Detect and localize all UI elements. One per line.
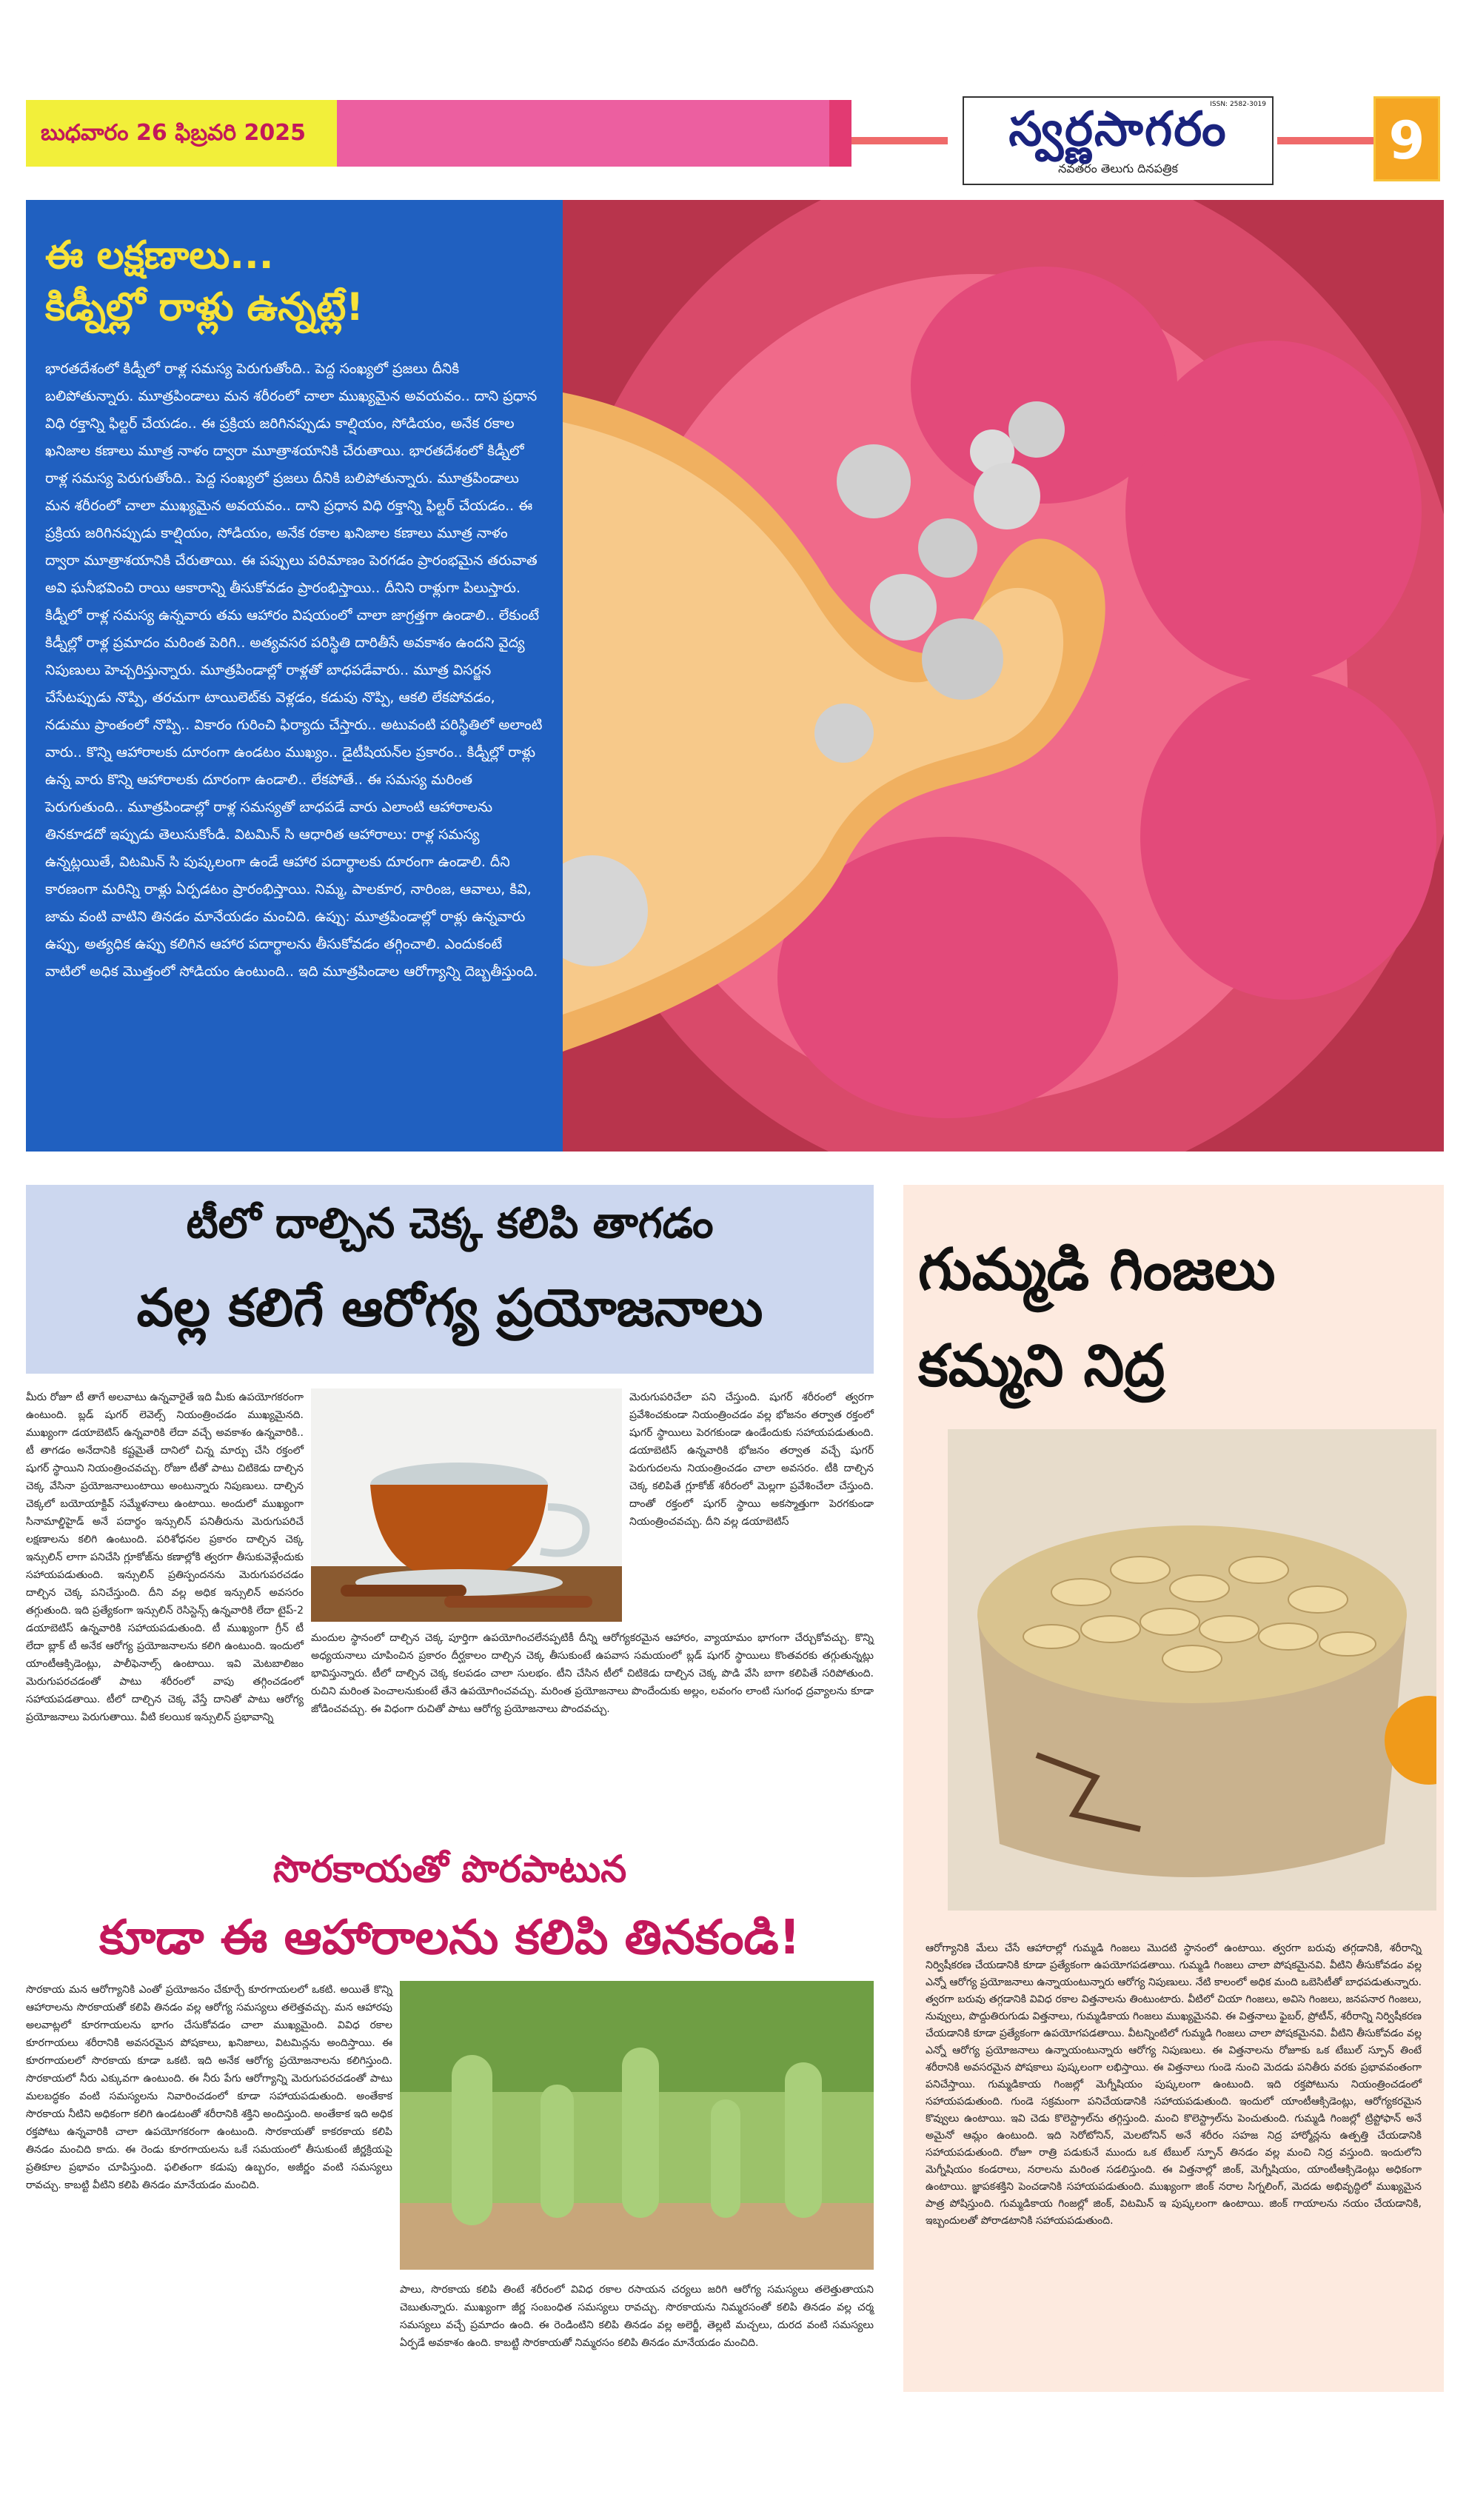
banner-accent: [829, 100, 851, 167]
header-rule-right: [1277, 137, 1373, 144]
date-banner: [26, 100, 851, 167]
kidney-stone-illustration: [563, 200, 1444, 1152]
cinnamon-tea-article: [26, 1185, 874, 1822]
gourd-headline-line1: సొరకాయతో పొరపాటున: [272, 1848, 627, 1891]
tea-column-1: మీరు రోజూ టీ తాగే అలవాటు ఉన్నవారైతే ఇది మీకు ఉపయోగకరంగా ఉంటుంది. బ్లడ్ షుగర్ లెవెల్స్ నియంత్రించడం ముఖ్యమైనది. ముఖ్యంగా డయాబెటిస్ ఉన్నవారికి లేదా వచ్చే అవకాశం ఉన్నవారికి.. టీ తాగడం అనేదానికి కష్టమైతే దానిలో చిన్న మార్పు చేసి రక్తంలో షుగర్ స్థాయిని నియంత్రించవచ్చు. రోజూ టీతో పాటు చిటికెడు దాల్చిన చెక్క వేసినా ప్రయోజనాలుంటాయి అంటున్నారు నిపుణులు. దాల్చిన చెక్కలో బయోయాక్టివ్ సమ్మేళనాలు ఉంటాయి. అందులో ముఖ్యంగా సినామాల్డిహైడ్ అనే పదార్థం ఇన్సులిన్ పనితీరును మెరుగుపరిచే లక్షణాలను కలిగి ఉంటుంది. పరిశోధనల ప్రకారం దాల్చిన చెక్క ఇన్సులిన్ లాగా పనిచేసి గ్లూకోజ్‌ను కణాల్లోకి త్వరగా తీసుకువెళ్లేందుకు సహాయపడుతుంది. ఇన్సులిన్ ప్రతిస్పందనను మెరుగుపరచడం దాల్చిన చెక్క పనిచేస్తుంది. దీని వల్ల అధిక ఇన్సులిన్ అవసరం తగ్గుతుంది. ఇది ప్రత్యేకంగా ఇన్సులిన్ రెసిస్టెన్స్ ఉన్నవారికి లేదా టైప్-2 డయాబెటిస్ ఉన్నవారికి సహాయపడుతుంది. టీ ముఖ్యంగా గ్రీన్ టీ లేదా బ్లాక్ టీ అనేక ఆరోగ్య ప్రయోజనాలను కలిగి ఉంటుంది. ఇందులో యాంటీఆక్సిడెంట్లు, పాలీఫెనాల్స్ ఉంటాయి. ఇవి మెటబాలిజం మెరుగుపరచడంతో పాటు శరీరంలో వాపు తగ్గించడంలో సహాయపడతాయి. టీలో దాల్చిన చెక్క వేస్తే దానితో పాటు ఆరోగ్య ప్రయోజనాలు పెరుగుతాయి. వీటి కలయిక ఇన్సులిన్ ప్రభావాన్ని: [26, 1391, 304, 1723]
kidney-headline-line2: కిడ్నీల్లో రాళ్లు ఉన్నట్లే!: [45, 285, 364, 330]
pumpkin-headline-line2: కమ్మని నిద్ర: [918, 1333, 1165, 1400]
bottle-gourd-photo: [400, 1981, 874, 2270]
page-number: 9: [1373, 96, 1440, 181]
tea-headline-line1: టీలో దాల్చిన చెక్క కలిపి తాగడం: [186, 1200, 714, 1248]
pumpkin-headline-line1: గుమ్మడి గింజలు: [918, 1237, 1276, 1303]
pumpkin-headline: [918, 1222, 1276, 1414]
gourd-column-2: పాలు, సొరకాయ కలిపి తింటే శరీరంలో వివిధ రకాల రసాయన చర్యలు జరిగి ఆరోగ్య సమస్యలు తలెత్తుతాయని చెబుతున్నారు. ముఖ్యంగా జీర్ణ సంబంధిత సమస్యలు రావచ్చు. సొరకాయను నిమ్మరసంతో కలిపి తినడం వల్ల చర్మ సమస్యలు వచ్చే ప్రమాదం ఉంది. ఈ రెండింటిని కలిపి తినడం వల్ల అలెర్జీ, తెల్లటి మచ్చలు, దురద వంటి సమస్యలు ఏర్పడే అవకాశం ఉంది. కాబట్టి సొరకాయతో నిమ్మరసం కలిపి తినడం మానేయడం మంచిది.: [400, 2284, 874, 2349]
kidney-headline: [45, 230, 543, 333]
kidney-article: [26, 200, 1444, 1152]
issn-label: ISSN: 2582-3019: [1210, 101, 1266, 108]
newspaper-tagline: నవతరం తెలుగు దినపత్రిక: [1058, 161, 1178, 176]
issue-date: బుధవారం 26 ఫిబ్రవరి 2025: [26, 100, 337, 167]
bottle-gourd-article: [26, 1836, 874, 2392]
gourd-headline-line2: కూడా ఈ ఆహారాలను కలిపి తినకండి!: [99, 1911, 800, 1965]
newspaper-name: స్వర్ణసాగరం: [1008, 101, 1228, 157]
tea-headline-line2: వల్ల కలిగే ఆరోగ్య ప్రయోజనాలు: [136, 1277, 763, 1338]
pumpkin-seeds-photo: [948, 1429, 1436, 1911]
tea-column-3: మందుల స్థానంలో దాల్చిన చెక్క పూర్తిగా ఉపయోగించలేనప్పటికీ దీన్ని ఆరోగ్యకరమైన ఆహారం, వ్యాయామం భాగంగా చేర్చుకోవచ్చు. కొన్ని అధ్యయనాలు చూపించిన ప్రకారం దీర్ఘకాలం దాల్చిన చెక్క తీసుకుంటే ఉపవాస సమయంలో బ్లడ్ షుగర్ స్థాయిలు కొంతవరకు తగ్గుతున్నట్లు భావిస్తున్నారు. టీలో దాల్చిన చెక్క కలపడం చాలా సులభం. టీని చేసిన టీలో చిటికెడు దాల్చిన చెక్క పొడి వేసి బాగా కలిపితే సరిపోతుంది. రుచిని మరింత పెంచాలనుకుంటే తేనె ఉపయోగించవచ్చు. మరింత ప్రయోజనాలు పొందేందుకు అల్లం, లవంగం లాంటి సుగంధ ద్రవ్యాలను కూడా జోడించవచ్చు. ఈ విధంగా రుచితో పాటు ఆరోగ్య ప్రయోజనాలు పొందవచ్చు.: [311, 1632, 874, 1715]
kidney-text-panel: [26, 200, 563, 1152]
kidney-headline-line1: ఈ లక్షణాలు...: [45, 233, 274, 278]
kidney-body: భారతదేశంలో కిడ్నీలో రాళ్ల సమస్య పెరుగుతోంది.. పెద్ద సంఖ్యలో ప్రజలు దీనికి బలిపోతున్నారు. మూత్రపిండాలు మన శరీరంలో చాలా ముఖ్యమైన అవయవం.. దాని ప్రధాన విధి రక్తాన్ని ఫిల్టర్ చేయడం.. ఈ ప్రక్రియ జరిగినప్పుడు కాల్షియం, సోడియం, అనేక రకాల ఖనిజాల కణాలు మూత్ర నాళం ద్వారా మూత్రాశయానికి చేరుతాయి. భారతదేశంలో కిడ్నీలో రాళ్ల సమస్య పెరుగుతోంది.. పెద్ద సంఖ్యలో ప్రజలు దీనికి బలిపోతున్నారు. మూత్రపిండాలు మన శరీరంలో చాలా ముఖ్యమైన అవయవం.. దాని ప్రధాన విధి రక్తాన్ని ఫిల్టర్ చేయడం.. ఈ ప్రక్రియ జరిగినప్పుడు కాల్షియం, సోడియం, అనేక రకాల ఖనిజాల కణాలు మూత్ర నాళం ద్వారా మూత్రాశయానికి చేరుతాయి. ఈ పప్పులు పరిమాణం పెరగడం ప్రారంభమైన తరువాత అవి ఘనీభవించి రాయి ఆకారాన్ని తీసుకోవడం ప్రారంభిస్తాయి.. దీనిని రాళ్లుగా పిలుస్తారు. కిడ్నీలో రాళ్ల సమస్య ఉన్నవారు తమ ఆహారం విషయంలో చాలా జాగ్రత్తగా ఉండాలి.. లేకుంటే కిడ్నీల్లో రాళ్ల ప్రమాదం మరింత పెరిగి.. అత్యవసర పరిస్థితి దారితీసే అవకాశం ఉందని వైద్య నిపుణులు హెచ్చరిస్తున్నారు. మూత్రపిండాల్లో రాళ్లతో బాధపడేవారు.. మూత్ర విసర్జన చేసేటప్పుడు నొప్పి, తరచుగా టాయిలెట్‌కు వెళ్లడం, కడుపు నొప్పి, ఆకలి లేకపోవడం, నడుము ప్రాంతంలో నొప్పి.. వికారం గురించి ఫిర్యాదు చేస్తారు.. అటువంటి పరిస్థితిలో అలాంటి వారు.. కొన్ని ఆహారాలకు దూరంగా ఉండటం ముఖ్యం.. డైటీషియన్‌ల ప్రకారం.. కిడ్నీల్లో రాళ్లు ఉన్న వారు కొన్ని ఆహారాలకు దూరంగా ఉండాలి.. లేకపోతే.. ఈ సమస్య మరింత పెరుగుతుంది.. మూత్రపిండాల్లో రాళ్ల సమస్యతో బాధపడే వారు ఎలాంటి ఆహారాలను తినకూడదో ఇప్పుడు తెలుసుకోండి. విటమిన్ సి ఆధారిత ఆహారాలు: రాళ్ల సమస్య ఉన్నట్లయితే, విటమిన్ సి పుష్కలంగా ఉండే ఆహార పదార్థాలకు దూరంగా ఉండాలి. దీని కారణంగా మరిన్ని రాళ్లు ఏర్పడటం ప్రారంభిస్తాయి. నిమ్మ, పాలకూర, నారింజ, ఆవాలు, కివి, జామ వంటి వాటిని తినడం మానేయడం మంచిది. ఉప్పు: మూత్రపిండాల్లో రాళ్లు ఉన్నవారు ఉప్పు, అత్యధిక ఉప్పు కలిగిన ఆహార పదార్థాలను తీసుకోవడం తగ్గించాలి. ఎందుకంటే వాటిలో అధిక మొత్తంలో సోడియం ఉంటుంది.. ఇది మూత్రపిండాల ఆరోగ్యాన్ని దెబ్బతీస్తుంది.: [45, 361, 543, 980]
gourd-column-1: సొరకాయ మన ఆరోగ్యానికి ఎంతో ప్రయోజనం చేకూర్చే కూరగాయలలో ఒకటి. అయితే కొన్ని ఆహారాలను సొరకాయతో కలిపి తినడం వల్ల ఆరోగ్య సమస్యలు తలెత్తవచ్చు. మన ఆహారపు అలవాట్లలో కూరగాయలను భాగం చేసుకోవడం చాలా ముఖ్యమైంది. వివిధ రకాల కూరగాయలు శరీరానికి అవసరమైన పోషకాలు, ఖనిజాలు, విటమిన్లను అందిస్తాయి. ఈ కూరగాయలలో సొరకాయ కూడా ఒకటి. ఇది అనేక ఆరోగ్య ప్రయోజనాలను కలిగిస్తుంది. సొరకాయలో నీరు ఎక్కువగా ఉంటుంది. ఈ నీరు పేగు ఆరోగ్యాన్ని మెరుగుపరచడంతో పాటు మలబద్ధకం వంటి సమస్యలను నివారించడంలో కూడా సహాయపడుతుంది. అంతేకాక సొరకాయ నీటిని అధికంగా కలిగి ఉండటంతో శరీరానికి శక్తిని అందిస్తుంది. అంతేకాక ఇది అధిక రక్తపోటు ఉన్నవారికి చాలా ఉపయోగకరంగా ఉంటుంది. సొరకాయతో కాకరకాయ కలిపి తినడం మంచిది కాదు. ఈ రెండు కూరగాయలను ఒకే సమయంలో తీసుకుంటే జీర్ణక్రియపై ప్రతికూల ప్రభావం చూపిస్తుంది. ఫలితంగా కడుపు ఉబ్బరం, అజీర్ణం వంటి సమస్యలు రావచ్చు. కాబట్టి వీటిని కలిపి తినడం మానేయడం మంచిది.: [26, 1984, 392, 2191]
header-rule-left: [851, 137, 948, 144]
pumpkin-body: ఆరోగ్యానికి మేలు చేసే ఆహారాల్లో గుమ్మడి గింజలు మొదటి స్థానంలో ఉంటాయి. త్వరగా బరువు తగ్గడానికి, శరీరాన్ని నిర్విషీకరణ చేయడానికి కూడా ప్రత్యేకంగా ఉపయోగపడతాయి. గుమ్మడి గింజలు చాలా పోషకమైనవి. వీటిని తీసుకోవడం వల్ల ఎన్నో ఆరోగ్య ప్రయోజనాలు ఉన్నాయంటున్నారు ఆరోగ్య నిపుణులు. నేటి కాలంలో అధిక మంది ఒబెసిటీతో బాధపడుతున్నారు. త్వరగా బరువు తగ్గడానికి వివిధ రకాల విత్తనాలను తింటుంటారు. వీటిలో చియా గింజలు, అవిసె గింజలు, జనపనార గింజలు, నువ్వులు, పొద్దుతిరుగుడు విత్తనాలు, గుమ్మడికాయ గింజలు ముఖ్యమైనవి. ఈ విత్తనాలు ఫైబర్, ప్రోటీన్, శరీరాన్ని నిర్విషీకరణ చేయడానికి కూడా ప్రత్యేకంగా ఉపయోగపడతాయి. వీటన్నింటిలో గుమ్మడి గింజలు చాలా పోషకమైనవి. వీటిని తీసుకోవడం వల్ల ఎన్నో ఆరోగ్య ప్రయోజనాలు ఉన్నాయంటున్నారు ఆరోగ్య నిపుణులు. ఈ విత్తనాలను రోజూకు ఒక టేబుల్ స్పూన్ తింటే శరీరానికి అవసరమైన పోషకాలు పుష్కలంగా లభిస్తాయి. ఈ విత్తనాలు గుండె నుంచి మెదడు పనితీరు వరకు ప్రభావవంతంగా పనిచేస్తాయి. గుమ్మడికాయ గింజల్లో మెగ్నీషియం పుష్కలంగా ఉంటుంది. ఇది రక్తపోటును నియంత్రించడంలో సహాయపడుతుంది. గుండె సక్రమంగా పనిచేయడానికి సహాయపడుతుంది. ఇందులో యాంటీఆక్సిడెంట్లు, ఆరోగ్యకరమైన కొవ్వులు ఉంటాయి. ఇవి చెడు కొలెస్ట్రాల్‌ను తగ్గిస్తుంది. మంచి కొలెస్ట్రాల్‌ను పెంచుతుంది. గుమ్మడి గింజల్లో ట్రిప్టోఫాన్ అనే అమైనో ఆమ్లం ఉంటుంది. ఇది సెరోటోనిన్, మెలటోనిన్ అనే శరీరం సహజ నిద్ర హార్మోన్లను ఉత్పత్తి చేయడానికి సహాయపడుతుంది. రోజూ రాత్రి పడుకునే ముందు ఒక టేబుల్ స్పూన్ తినడం వల్ల మంచి నిద్ర వస్తుంది. ఇందులోని మెగ్నీషియం కండరాలు, నరాలను మరింత సడలిస్తుంది. ఈ విత్తనాల్లో జింక్, మెగ్నీషియం, యాంటీఆక్సిడెంట్లు అధికంగా ఉంటాయి. జ్ఞాపకశక్తిని పెంచడానికి సహాయపడుతుంది. ముఖ్యంగా జింక్ నరాల సిగ్నలింగ్, మెదడు అభివృద్ధిలో ముఖ్యమైన పాత్ర పోషిస్తుంది. గుమ్మడికాయ గింజల్లో జింక్, విటమిన్ ఇ పుష్కలంగా ఉంటాయి. జింక్ గాయాలను నయం చేయడానికి, ఇబ్బందులతో పోరాడటానికి సహాయపడుతుంది.: [926, 1942, 1422, 2227]
masthead-logo: [963, 96, 1274, 185]
tea-cup-photo: [311, 1388, 622, 1622]
pumpkin-seeds-article: [903, 1185, 1444, 2392]
tea-column-2: మెరుగుపరిచేలా పని చేస్తుంది. షుగర్ శరీరంలో త్వరగా ప్రవేశించకుండా నియంత్రించడం వల్ల భోజనం తర్వాత రక్తంలో షుగర్ స్థాయిలు పెరగకుండా ఉండేందుకు సహాయపడుతుంది. డయాబెటిస్ ఉన్నవారికి భోజనం తర్వాత వచ్చే షుగర్ పెరుగుదలను నియంత్రించడం చాలా అవసరం. టీకి దాల్చిన చెక్క కలిపితే గ్లూకోజ్ శరీరంలో మెల్లగా ప్రవేశించేలా చేస్తుంది. దాంతో రక్తంలో షుగర్ స్థాయి అకస్మాత్తుగా పెరగకుండా నియంత్రించవచ్చు. దీని వల్ల డయాబెటిస్: [629, 1391, 874, 1528]
